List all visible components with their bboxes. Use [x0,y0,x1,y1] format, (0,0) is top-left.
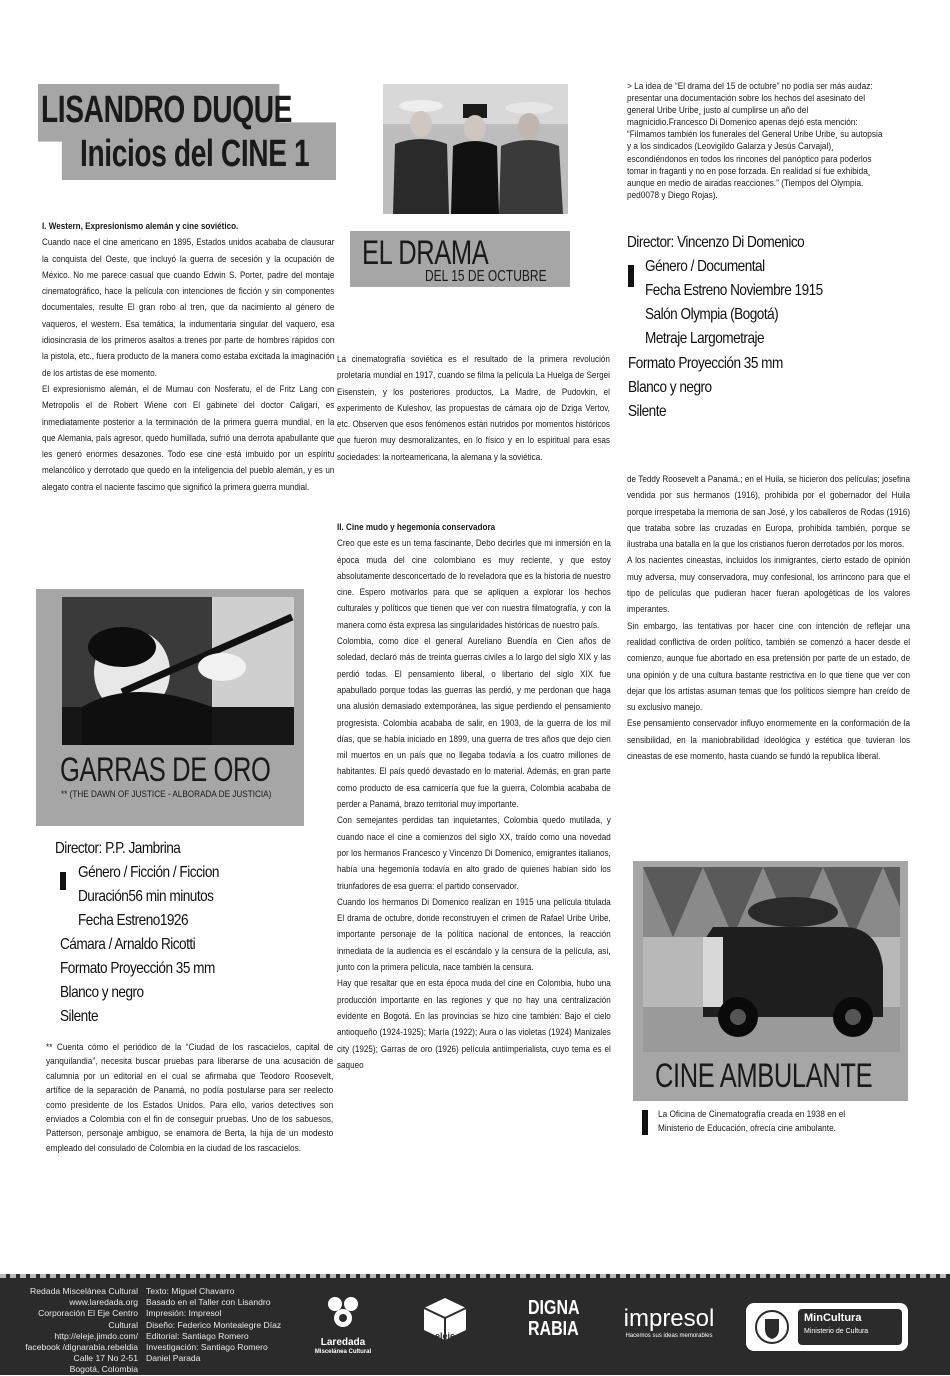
vincenzo-director: Director: Vincenzo Di Domenico [627,234,805,251]
footer-line: Impresión: Impresol [146,1308,222,1319]
paragraph: Colombia, como dice el general Aureliano Buendía en Cien años de soledad, declaró más de treinta guerras civiles a lo largo del siglo XIX y las perdió todas. El pensamiento liberal, o libertario del siglo XIX fue apabullado porque todas las guerras las perdió, y me perdonan que haga una alusión demasiado extemporánea, las sigue perdiendo el pensamiento progresista. Colombia acababa de salir, en 1903, de la guerra de los mil días, que se había iniciado en 1899, una guerra de tres años que dejo cien mil muertos en un país que no llegaba todavía a los cuatro millones de habitantes. El país quedó devastado en lo material. Además, en gran parte como producto de esa carnicería que fue la guerra, Colombia acababa de perder a Panamá, brazo territorial muy importante. [337,636,611,811]
spec-line: Fecha Estreno1926 [78,912,189,929]
eleje-name: eleje [434,1331,456,1341]
accent-bar [628,265,634,287]
paragraph: Hay que resaltar que en esta época muda del cine en Colombia, hubo una producción importante en las regiones y que no hay una centralización evidente en Bogotá. En las provincias se hizo cine también: Bajo el cielo antioqueño (1924-1925); María (1922); Aura o las violetas (1924) Manizales city (1925); Garras de oro (1926) película antiimperialista, cuyo tema es el saqueo [337,978,611,1071]
footer-line: Investigación: Santiago Romero [146,1342,268,1353]
garras-title: GARRAS DE ORO [60,751,271,789]
impresol-name: impresol [623,1305,715,1332]
accent-bar [60,872,66,890]
ambulante-title: CINE AMBULANTE [655,1057,873,1095]
spec-line: Salón Olympia (Bogotá) [645,306,779,323]
drama-photo [383,84,568,214]
footer-contact [10,1286,138,1376]
garras-photo [62,597,294,745]
spec-line: Formato Proyección 35 mm [60,960,215,977]
garras-specs-2 [60,933,215,1029]
rabia-word: RABIA [528,1318,579,1340]
mincultura-sub: Ministerio de Cultura [804,1328,869,1335]
laredada-icon [323,1294,363,1332]
page-subtitle: Inicios del CINE 1 [80,133,310,175]
drama-title: EL DRAMA [362,234,489,272]
rifleman-photo-icon [62,597,294,745]
footer-line: Calle 17 No 2-51 [73,1353,138,1364]
laredada-logo [308,1294,378,1356]
spec-line: Formato Proyección 35 mm [628,355,783,372]
section1-text [42,219,334,496]
paragraph: Cuando los hermanos Di Domenico realizan en 1915 una película titulada El drama de octubre, donde reconstruyen el crimen de Rafael Uribe Uribe, importante personaje de la política nacional de entonces, la reacción inmediata de la audiencia es el escándalo y la censura de la película, así, junto con la primera película, nace también la censura. [337,896,611,974]
truck-photo-icon [643,867,900,1052]
ambulante-photo [643,867,900,1052]
footer-line: Daniel Parada [146,1353,201,1364]
drama-subtitle: DEL 15 DE OCTUBRE [425,268,547,285]
section1-heading: I. Western, Expresionismo alemán y cine soviético. [42,221,239,232]
footer-line: Texto: Miguel Chavarro [146,1286,235,1296]
quote-text: > La idea de “El drama del 15 de octubre” no podía ser más audaz: presentar una documentación sobre los hechos del asesinato del general Uribe Uribe¸ justo al cumplirse un año del magnicidio.Francesco Di Domenico apenas dejó esta mención: “Filmamos también los funerales del General Uribe Uribe¸ su autopsia y a los sindicados (Leovigildo Galarza y Jesús Carvajal)¸ escondiéndonos en todos los rincones del panóptico para poderlos tomar in fraganti y no en pose forzada. En realidad sí fue exhibida¸ aunque en medio de airadas reacciones.” (Tiempos del Olympia. ped0078 y Diego Rojas). [627,81,883,201]
spec-line: Silente [60,1008,99,1025]
paragraph: Creo que este es un tema fascinante, Debo decirles que mi inmersión en la época muda del cine colombiano es muy reciente, y que estoy absolutamente desconcertado de lo reveladora que es la historia de nuestro cine. Espero motivarlos para que se apliquen a explorar los hechos culturales y políticos que tienen que ver con nuestra filmatografía, y con la manera como ésta expresa las singularidades históricas de nuestro país. [337,538,611,631]
garras-specs [78,861,219,933]
footer-line: Diseño: Federico Montealegre Díaz [146,1319,282,1330]
spec-line: Duración56 min minutos [78,888,214,905]
footer-line[interactable]: http://eleje.jimdo.com/ [54,1330,138,1341]
garras-director: Director: P.P. Jambrina [55,840,181,857]
section2-text [337,520,611,1074]
paragraph: Con semejantes perdidas tan inquietantes, Colombia quedo mutilada, y cuando nace el cine a comienzos del siglo XX, traído como una novedad por los hermanos Francesco y Vincenzo Di Domenico, emigrantes italianos, había una hegemonía todavía en alto grado de quienes habían sido los triunfadores de esa guerra: el partido conservador. [337,815,611,892]
footer-line[interactable]: facebook /dignarabia.rebeldia [25,1342,138,1353]
spec-line: Género / Documental [645,258,765,275]
impresol-logo [614,1306,724,1341]
vincenzo-specs [645,255,823,351]
footer-divider [0,1274,950,1278]
mincultura-logo [746,1303,908,1351]
mincultura-name: MinCultura [804,1312,862,1324]
spec-line: Silente [628,403,667,420]
laredada-name: Laredada [320,1337,366,1348]
spec-line: Blanco y negro [60,984,144,1001]
garras-subtitle: ** (THE DAWN OF JUSTICE - ALBORADA DE JUSTICIA) [61,789,272,800]
coat-of-arms-icon [754,1309,790,1345]
digna-word: DIGNA [528,1297,580,1319]
footer-line: Basado en el Taller con Lisandro [146,1297,271,1308]
right-text [627,472,910,765]
section2-heading: II. Cine mudo y hegemonía conservadora [337,522,496,533]
soviet-text: La cinematografía soviética es el resultado de la primera revolución proletaria mundial en 1917, cuando se filma la película La Huelga de Sergei Eisenstein, y los posteriores productos, La Madre, de Pudovkin, el experimento de Kuleshov, las propuestas de cámara ojo de Dziga Vertov, etc. Observen que esos fenómenos están nutridos por momentos históricos que fueron muy desmoralizantes, en lo físico y en lo espiritual para esas sociedades: la norteamericana, la alemana y la soviética. [337,354,610,463]
footer-credits [146,1286,296,1364]
three-men-photo-icon [383,84,568,214]
paragraph: Sin embargo, las tentativas por hacer cine con intención de reflejar una realidad conflictiva de orden político, también se comenzó a hacer desde el comienzo, aunque fue abortado en esa pretensión por parte de un estado, de una opinión y de una cultura bastante restrictiva en lo que tiene que ver con dejar que los artistas asuman temas que los políticos siempre han creído de su exclusivo manejo. [627,620,911,714]
footer-line: Editorial: Santiago Romero [146,1330,249,1341]
spec-line: Género / Ficción / Ficcion [78,864,219,881]
paragraph: Cuando nace el cine americano en 1895, Estados unidos acababa de clausurar la conquista del Oeste, que incluyó la guerra de secesión y la ocupación de México. No me parece casual que cuando Edwin S. Porter, padre del montaje cinematográfico, hace la película con intenciones de ficción y sin componentes documentales, resulte El gran robo al tren, que da nacimiento al género de vaqueros, el western. Esa temática, la indumentaria singular del vaquero, esa idiosincrasia de los primeros asaltos a trenes por parte de hombres rápidos con la pistola, etc., fuera producto de la manera como estaba excitada la imaginación de los artistas de ese momento. [42,237,335,379]
spec-line: Fecha Estreno Noviembre 1915 [645,282,823,299]
footer-line: Corporación El Eje Centro Cultural [38,1308,138,1330]
laredada-sub: Miscelánea Cultural [314,1349,372,1355]
garras-note: ** Cuenta cómo el periódico de la “Ciudad de los rascacielos, capital de yanquilandia”, necesita buscar pruebas para liberarse de una acusación de calumnia por un editorial en el cual se afirmaba que Teodoro Roosevelt, artífice de la separación de Panamá, no podía postularse para ser reelecto como presidente de los Estados Unidos. Para ello, varios detectives son enviados a Colombia con el fin de conseguir pruebas. Uno de los sabuesos, Patterson, personaje ambiguo, se enamora de Berta, la hija de un modesto empleado del consulado de Colombia en la ciudad de los rascacielos. [46,1042,334,1154]
page-title: LISANDRO DUQUE [41,89,293,131]
paragraph: de Teddy Roosevelt a Panamá.; en el Huila, se hicieron dos películas; josefina vendida por sus hermanos (1916), prohibida por el gobernador del Huila porque irrespetaba la memoria de san José, y los caballeros de Rodas (1916) que trataba sobre las cruzadas en Europa, prohibida también, porque se ilustraba una batalla en la que los cristianos fueron derrotados por los moros. [627,474,911,551]
footer-line: Redada Miscelánea Cultural [30,1286,138,1296]
dignarabia-logo [522,1298,582,1340]
paragraph: A los nacientes cineastas, incluidos los inmigrantes, cierto estado de opinión muy adversa, muy conservadora, muy confesional, los arrincono para que el tipo de películas que pudieran hacer fueran apologéticas de los valores imperantes. [627,555,911,616]
vincenzo-specs-2 [628,352,783,424]
impresol-sub: Hacemos sus ideas memorables [625,1333,713,1339]
footer-line[interactable]: www.laredada.org [69,1297,138,1308]
spec-line: Metraje Largometraje [645,330,765,347]
paragraph: Ese pensamiento conservador influyo enormemente en la conformación de la sensibilidad, en la maniobrabilidad ideológica y estética que tuvieran los cineastas de ese momento, hasta cuando se fundó la republica liberal. [627,718,911,763]
accent-bar [642,1110,648,1135]
footer-line: Bogotá, Colombia [69,1364,138,1375]
ambulante-caption: La Oficina de Cinematografía creada en 1938 en el Ministerio de Educación, ofrecía cine ambulante. [658,1109,846,1134]
paragraph: El expresionismo alemán, el de Murnau con Nosferatu, el de Fritz Lang con Metropolis el de Robert Wiene con El gabinete del doctor Caligari, es inmediatamente posterior a la terminación de la primera guerra mundial, en la que Alemania, país agresor, quedo humillada, sufrió una derrota apabullante que les generó enormes desazones. Todo ese cine está imbuido por un espíritu melancólico y derrotado que quedo en la inteligencia del pueblo alemán, y es un alegato contra el naciente fascimo que significó la primera guerra mundial. [42,383,335,493]
eleje-logo [420,1296,470,1341]
spec-line: Cámara / Arnaldo Ricotti [60,936,196,953]
spec-line: Blanco y negro [628,379,712,396]
